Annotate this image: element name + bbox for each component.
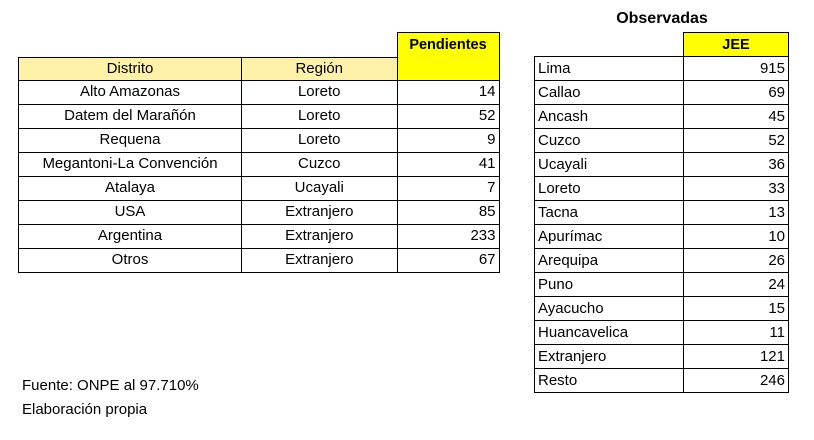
region-cell: Extranjero: [242, 200, 398, 224]
pendientes-header-row: [19, 57, 500, 80]
region-cell: Extranjero: [242, 248, 398, 272]
jee-value-cell: 33: [683, 177, 788, 201]
jee-value-cell: 246: [683, 369, 788, 393]
distrito-cell: Datem del Marañón: [19, 104, 242, 128]
source-footnote: Fuente: ONPE al 97.710%: [22, 377, 199, 394]
observadas-rows: [535, 57, 789, 393]
region-cell: Loreto: [242, 104, 398, 128]
pendientes-cell: 7: [397, 176, 499, 200]
distrito-cell: Argentina: [19, 224, 242, 248]
region-cell: Ucayali: [242, 176, 398, 200]
observadas-table: [534, 32, 789, 393]
region-header: Región: [242, 57, 398, 80]
region-name-cell: Extranjero: [535, 345, 684, 369]
region-cell: Extranjero: [242, 224, 398, 248]
region-name-cell: Ayacucho: [535, 297, 684, 321]
jee-value-cell: 915: [683, 57, 788, 81]
table-row: [535, 321, 789, 345]
blank-cell: [242, 33, 398, 58]
table-row: [535, 153, 789, 177]
pendientes-rows: [19, 80, 500, 272]
region-name-cell: Arequipa: [535, 249, 684, 273]
jee-value-cell: 13: [683, 201, 788, 225]
table-row: [535, 225, 789, 249]
blank-cell: [535, 33, 684, 57]
region-name-cell: Lima: [535, 57, 684, 81]
jee-header: JEE: [683, 33, 788, 57]
jee-value-cell: 24: [683, 273, 788, 297]
region-name-cell: Ucayali: [535, 153, 684, 177]
table-row: [19, 176, 500, 200]
table-row: [535, 81, 789, 105]
observadas-title: Observadas: [616, 10, 708, 27]
jee-value-cell: 52: [683, 129, 788, 153]
jee-value-cell: 11: [683, 321, 788, 345]
jee-value-cell: 10: [683, 225, 788, 249]
distrito-header: Distrito: [19, 57, 242, 80]
region-cell: Cuzco: [242, 152, 398, 176]
table-row: [535, 249, 789, 273]
observadas-header-row: [535, 33, 789, 57]
table-row: [19, 248, 500, 272]
region-name-cell: Resto: [535, 369, 684, 393]
region-cell: Loreto: [242, 128, 398, 152]
pendientes-cell: 67: [397, 248, 499, 272]
pendientes-cell: 233: [397, 224, 499, 248]
table-row: [19, 224, 500, 248]
observadas-header-body: [535, 33, 789, 57]
jee-value-cell: 26: [683, 249, 788, 273]
table-row: [535, 177, 789, 201]
jee-value-cell: 121: [683, 345, 788, 369]
pendientes-cell: 52: [397, 104, 499, 128]
credit-footnote: Elaboración propia: [22, 401, 148, 418]
region-name-cell: Tacna: [535, 201, 684, 225]
pendientes-cell: 85: [397, 200, 499, 224]
region-name-cell: Puno: [535, 273, 684, 297]
pendientes-header-lower: [397, 57, 499, 80]
jee-value-cell: 36: [683, 153, 788, 177]
table-row: [19, 80, 500, 104]
region-name-cell: Callao: [535, 81, 684, 105]
table-row: [535, 297, 789, 321]
pendientes-cell: 14: [397, 80, 499, 104]
distrito-cell: Requena: [19, 128, 242, 152]
distrito-cell: Megantoni-La Convención: [19, 152, 242, 176]
table-row: [19, 200, 500, 224]
pendientes-table: [18, 32, 500, 273]
pendientes-header-top-row: [19, 33, 500, 58]
region-name-cell: Apurímac: [535, 225, 684, 249]
table-row: [19, 128, 500, 152]
region-name-cell: Ancash: [535, 105, 684, 129]
distrito-cell: Atalaya: [19, 176, 242, 200]
region-name-cell: Loreto: [535, 177, 684, 201]
distrito-cell: Alto Amazonas: [19, 80, 242, 104]
table-row: [535, 201, 789, 225]
table-row: [535, 105, 789, 129]
pendientes-cell: 41: [397, 152, 499, 176]
table-row: [535, 345, 789, 369]
table-row: [535, 129, 789, 153]
table-row: [19, 104, 500, 128]
jee-value-cell: 69: [683, 81, 788, 105]
table-row: [535, 369, 789, 393]
table-row: [535, 57, 789, 81]
table-row: [535, 273, 789, 297]
region-cell: Loreto: [242, 80, 398, 104]
jee-value-cell: 45: [683, 105, 788, 129]
distrito-cell: Otros: [19, 248, 242, 272]
pendientes-cell: 9: [397, 128, 499, 152]
distrito-cell: USA: [19, 200, 242, 224]
region-name-cell: Huancavelica: [535, 321, 684, 345]
table-row: [19, 152, 500, 176]
pendientes-header: Pendientes: [397, 33, 499, 58]
jee-value-cell: 15: [683, 297, 788, 321]
region-name-cell: Cuzco: [535, 129, 684, 153]
pendientes-table-body: [19, 33, 500, 81]
blank-cell: [19, 33, 242, 58]
